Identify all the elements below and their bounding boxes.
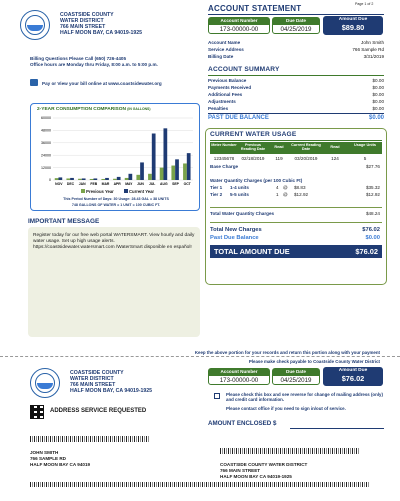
chart-footer-2: 748 GALLONS OF WATER = 1 UNIT = 100 CUBIC FT. bbox=[71, 203, 161, 207]
y-tick-label: 48000 bbox=[41, 128, 51, 133]
account-number-value: 173-00000-00 bbox=[208, 24, 270, 34]
y-tick-label: 36000 bbox=[41, 141, 51, 145]
legend-previous: Previous Year bbox=[81, 189, 114, 194]
bar-current-dec bbox=[70, 178, 74, 180]
bar-current-feb bbox=[93, 178, 97, 180]
service-address-value: 766 Sample Rd bbox=[352, 47, 384, 52]
utility-address-stub: COASTSIDE COUNTY WATER DISTRICT 766 MAIN STREET HALF MOON BAY, CA 94019-1925 bbox=[70, 370, 153, 394]
bar-current-mar bbox=[105, 178, 109, 180]
message-body: Register today for our free web portal WATERSMART. View hourly and daily water usage. Set up high usage alerts. https://coastsidewater.watersmart.com /WaterSmart disponible en español! bbox=[33, 233, 195, 250]
account-name-value: John Smith bbox=[361, 40, 384, 45]
message-title: IMPORTANT MESSAGE bbox=[28, 218, 100, 225]
x-tick-label: MAY bbox=[125, 182, 133, 186]
address-service-requested: ADDRESS SERVICE REQUESTED bbox=[50, 408, 147, 414]
past-due-balance-row: PAST DUE BALANCE $0.00 bbox=[208, 115, 384, 121]
usage-title: CURRENT WATER USAGE bbox=[210, 131, 297, 138]
utility-address bbox=[60, 12, 142, 36]
bar-current-jan bbox=[82, 178, 86, 180]
office-hours: Office hours are Monday thru Friday, 8:00 a.m. to 5:00 p.m. bbox=[30, 62, 158, 67]
bar-previous-feb bbox=[90, 179, 94, 180]
chart-footer-1: This Period Number of Days: 30 Usage: 28.43 GAL = 38 UNITS bbox=[63, 197, 169, 201]
account-number-label: Account Number bbox=[208, 17, 270, 24]
bar-current-apr bbox=[117, 177, 121, 180]
bar-current-nov bbox=[58, 177, 62, 180]
x-tick-label: OCT bbox=[183, 182, 191, 186]
usage-table-header: Meter Number Previous Reading Date Read Current Reading Date Read Usage Units bbox=[210, 142, 382, 154]
summary-rows bbox=[208, 78, 384, 118]
amount-due-box bbox=[323, 16, 383, 35]
x-tick-label: AUG bbox=[160, 182, 168, 186]
contact-office-text: Please contact office if you need to sign in/out of service. bbox=[226, 406, 346, 411]
consumption-chart-box bbox=[30, 103, 200, 211]
stub-account-number-label: Account Number bbox=[208, 368, 270, 375]
bar-previous-jan bbox=[78, 179, 82, 180]
x-tick-label: FEB bbox=[90, 182, 98, 186]
utility-name-2: WATER DISTRICT bbox=[60, 18, 104, 24]
billing-date-label: Billing Date bbox=[208, 54, 234, 59]
payable-text: Please make check payable to Coastside County Water District bbox=[248, 359, 380, 364]
keep-portion-text: Keep the above portion for your records and return this portion along with your payment bbox=[194, 350, 380, 355]
summary-row: Previous Balance $0.00 bbox=[208, 78, 384, 83]
statement-title: ACCOUNT STATEMENT bbox=[208, 4, 302, 13]
y-tick-label: 24000 bbox=[41, 153, 51, 158]
legend-current: Current Year bbox=[124, 189, 154, 194]
y-tick-label: 60000 bbox=[41, 116, 51, 121]
customer-barcode bbox=[30, 436, 150, 442]
address-change-checkbox[interactable] bbox=[214, 393, 220, 399]
bar-current-jun bbox=[140, 162, 144, 180]
billing-questions: Billing Questions Please Call (650) 726-4405 bbox=[30, 56, 126, 61]
x-tick-label: JUN bbox=[137, 182, 144, 186]
consumption-chart bbox=[31, 114, 201, 194]
bar-previous-nov bbox=[55, 178, 59, 180]
bar-current-jul bbox=[152, 134, 156, 181]
utility-city: HALF MOON BAY, CA 94019-1925 bbox=[60, 30, 143, 36]
account-name-label: Account Name bbox=[208, 40, 241, 45]
bar-previous-may bbox=[125, 178, 129, 180]
bar-previous-jul bbox=[148, 174, 152, 180]
utility-name-1: COASTSIDE COUNTY bbox=[60, 12, 114, 18]
usage-table-row: 12345678 02/18/2019 119 03/20/2019 124 5 bbox=[213, 156, 367, 161]
stub-account-number-value: 173-00000-00 bbox=[208, 375, 270, 385]
billing-date-value: 3/31/2019 bbox=[363, 54, 384, 59]
remit-address: COASTSIDE COUNTY WATER DISTRICT 766 MAIN STREET HALF MOON BAY CA 94019-1925 bbox=[220, 462, 308, 479]
bar-current-oct bbox=[187, 153, 191, 180]
bar-previous-dec bbox=[66, 178, 70, 180]
summary-row: Adjustments $0.00 bbox=[208, 99, 384, 104]
x-tick-label: NOV bbox=[55, 182, 63, 186]
district-logo-stub bbox=[30, 368, 60, 398]
bar-previous-mar bbox=[101, 179, 105, 180]
message-box bbox=[28, 227, 200, 337]
monitor-icon bbox=[30, 79, 38, 86]
total-new-charges-row: Total New Charges $76.02 bbox=[210, 227, 380, 233]
bar-current-sep bbox=[175, 159, 179, 180]
account-info bbox=[208, 40, 384, 64]
address-change-text: Please check this box and see reverse for change of mailing address (only) and credit card information. bbox=[226, 392, 383, 403]
bar-previous-aug bbox=[160, 168, 164, 180]
bar-previous-sep bbox=[171, 166, 175, 180]
total-due-label: TOTAL AMOUNT DUE bbox=[214, 247, 290, 256]
due-date-label: Due Date bbox=[272, 17, 320, 24]
utility-street: 766 MAIN STREET bbox=[60, 24, 106, 30]
summary-row: Additional Fees $0.00 bbox=[208, 92, 384, 97]
summary-row: Penalties $0.00 bbox=[208, 106, 384, 111]
stub-due-date-value: 04/25/2019 bbox=[272, 375, 320, 385]
amount-due-label: Amount Due bbox=[338, 17, 368, 22]
bar-current-may bbox=[128, 174, 132, 180]
perforation-line bbox=[0, 356, 400, 357]
stub-amount-due-box: Amount Due $76.02 bbox=[323, 367, 383, 386]
chart-title: 2-YEAR CONSUMPTION COMPARISON (IN GALLONS) bbox=[37, 107, 151, 112]
bar-previous-jun bbox=[136, 175, 140, 180]
x-tick-label: MAR bbox=[101, 182, 110, 186]
amount-enclosed-label: AMOUNT ENCLOSED $ bbox=[208, 420, 277, 427]
x-tick-label: JUL bbox=[148, 182, 156, 186]
service-address-label: Service Address bbox=[208, 47, 244, 52]
x-tick-label: APR bbox=[113, 182, 121, 186]
page-label: Page 1 of 2 bbox=[355, 2, 374, 6]
summary-title: ACCOUNT SUMMARY bbox=[208, 66, 280, 73]
y-tick-label: 12000 bbox=[41, 165, 51, 170]
chart-legend bbox=[81, 189, 154, 194]
total-due-value: $76.02 bbox=[355, 247, 378, 256]
bar-previous-oct bbox=[183, 163, 187, 180]
stub-due-date-label: Due Date bbox=[272, 368, 320, 375]
district-logo bbox=[20, 10, 50, 40]
due-date-value: 04/25/2019 bbox=[272, 24, 320, 34]
x-tick-label: SEP bbox=[172, 182, 179, 186]
qr-code bbox=[30, 405, 44, 419]
customer-address: JOHN SMITH 766 SAMPLE RD HALF MOON BAY CA 94019 bbox=[30, 450, 91, 467]
x-tick-label: DEC bbox=[66, 182, 75, 186]
pay-online-text[interactable]: Pay or View your bill online at www.coastsidewater.org bbox=[42, 81, 162, 86]
base-charge-row: Base Charge $27.76 bbox=[210, 164, 380, 169]
total-qty-row: Total Water Quantity Charges $48.24 bbox=[210, 211, 380, 216]
amount-enclosed-line[interactable] bbox=[290, 428, 384, 429]
remit-barcode bbox=[220, 448, 360, 454]
x-tick-label: JAN bbox=[78, 182, 86, 186]
amount-due-value: $89.80 bbox=[341, 23, 365, 32]
y-tick-label: 0 bbox=[49, 178, 51, 183]
tiers-title: Water Quantity Charges (per 100 Cubic Ft) bbox=[210, 178, 303, 183]
bar-current-aug bbox=[163, 128, 167, 180]
past-due-row: Past Due Balance $0.00 bbox=[210, 235, 380, 241]
scanline-barcode bbox=[30, 482, 370, 487]
summary-row: Payments Received $0.00 bbox=[208, 85, 384, 90]
total-amount-due-bar bbox=[210, 245, 382, 258]
bar-previous-apr bbox=[113, 179, 117, 180]
